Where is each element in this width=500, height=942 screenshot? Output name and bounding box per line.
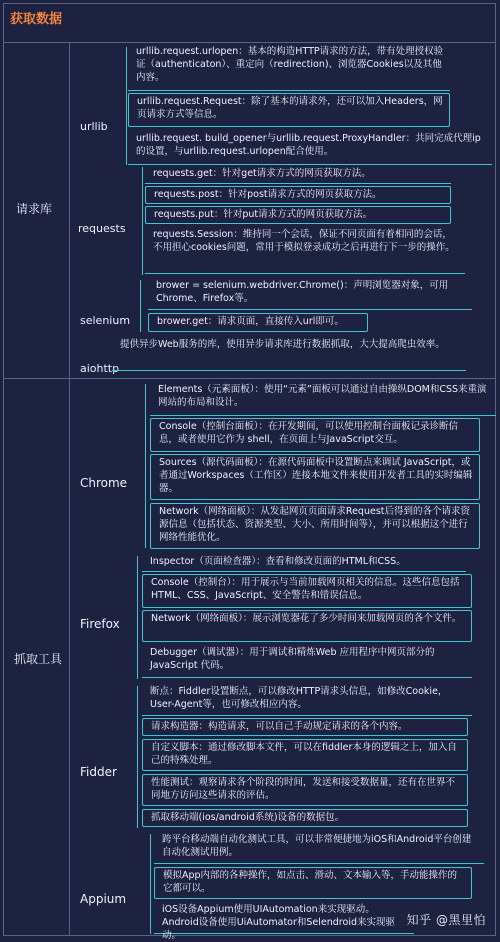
group-label-appium: Appium (80, 892, 127, 906)
leaf-firefox-debugger: Debugger（调试器）：用于调试和精炼Web 应用程序中网页部分的JavaScript 代码。 (142, 645, 472, 678)
group-label-firefox: Firefox (80, 617, 120, 631)
group-label-selenium: selenium (80, 314, 131, 327)
column-divider-2 (69, 378, 70, 936)
leaf-appium-simulate: 模拟App内部的各种操作，如点击、滑动、文本输入等，手动能操作的它都可以。 (154, 867, 472, 899)
leaf-chrome-elements: Elements（元素面板）：使用“元素”面板可以通过自由操纵DOM和CSS来重演网站的布局和设计。 (150, 382, 496, 416)
column-divider-1 (69, 42, 70, 378)
leaf-chrome-sources: Sources（源代码面板）：在源代码面板中设置断点来调试 JavaScript，或者通过Workspaces（工作区）连接本地文件来使用开发者工具的实时编辑器。 (150, 454, 480, 500)
leaf-requests-session: requests.Session：维持同一个会话，保证不同页面有着相同的会话，不用担心cookies问题，常用于模拟登录成功之后再进行下一步的操作。 (145, 227, 465, 274)
leaf-requests-get: requests.get：针对get请求方式的网页获取方法。 (145, 166, 451, 184)
leaf-aiohttp: 提供异步Web服务的库，使用异步请求库进行数据抓取，大大提高爬虫效率。 (112, 337, 466, 371)
leaf-requests-put: requests.put：针对put请求方式的网页获取方法。 (145, 206, 451, 224)
leaf-firefox-network: Network（网络面板）：展示浏览器花了多少时间来加载网页的各个文件。 (142, 610, 472, 642)
group-label-chrome: Chrome (80, 476, 128, 490)
leaf-firefox-console: Console（控制台）：用于展示与当前加载网页相关的信息。这些信息包括HTML、CSS、JavaScript、安全警告和错误信息。 (142, 574, 472, 608)
leaf-fidder-mobile: 抓取移动端(ios/android系统)设备的数据包。 (142, 809, 468, 827)
leaf-urllib-proxy: urllib.request. build_opener与urllib.request.ProxyHandler：共同完成代理ip的设置，与urllib.request.urlopen配合使用。 (128, 131, 492, 165)
leaf-fidder-performance: 性能测试：观察请求各个阶段的时间，发送和接受数据量，还有在世界不同地方访问这些请求的评估。 (142, 774, 468, 806)
leaf-appium-crossplatform: 跨平台移动端自动化测试工具，可以非常便捷地为iOS和Android平台创建自动化测试用例。 (154, 832, 484, 864)
section-divider (3, 378, 496, 379)
leaf-selenium-browser: brower = selenium.webdriver.Chrome()：声明浏览器对象，可用Chrome、Firefox等。 (148, 278, 472, 310)
group-label-aiohttp: aiohttp (80, 362, 120, 375)
leaf-fidder-script: 自定义脚本：通过修改脚本文件，可以在fiddler本身的逻辑之上，加入自己的特殊处理。 (142, 739, 468, 771)
group-label-fidder: Fidder (80, 765, 117, 779)
leaf-fidder-breakpoint: 断点：Fiddler设置断点，可以修改HTTP请求头信息，如修改Cookie，User-Agent等，也可修改相应内容。 (142, 684, 472, 716)
leaf-firefox-inspector: Inspector（页面检查器）：查看和修改页面的HTML和CSS。 (142, 554, 466, 572)
group-label-urllib: urllib (80, 120, 108, 133)
leaf-selenium-get: brower.get：请求页面，直接传入url即可。 (148, 313, 368, 332)
leaf-fidder-composer: 请求构造器：构造请求，可以自己手动规定请求的各个内容。 (142, 718, 468, 736)
section-label-capture-tools: 抓取工具 (14, 652, 63, 666)
section-label-request-libs: 请求库 (16, 202, 53, 216)
diagram-title: 获取数据 (10, 12, 63, 27)
watermark: 知乎 @黑里怕 (406, 913, 486, 927)
group-label-requests: requests (78, 222, 126, 235)
leaf-requests-post: requests.post：针对post请求方式的网页获取方法。 (145, 186, 451, 204)
leaf-urllib-urlopen: urllib.request.urlopen：基本的构造HTTP请求的方法，带有处理授权验证（authenticaton）、重定向（redirection)、浏览器Cookies以及其他内容。 (128, 44, 450, 91)
leaf-chrome-console: Console（控制台面板）：在开发期间，可以使用控制台面板记录诊断信息，或者使用它作为 shell，在页面上与JavaScript交互。 (150, 418, 480, 452)
leaf-chrome-network: Network（网络面板）：从发起网页页面请求Request后得到的各个请求资源信息（包括状态、资源类型、大小、所用时间等），并可以根据这个进行网络性能优化。 (150, 503, 480, 549)
leaf-appium-drivers: iOS设备Appium使用UIAutomation来实现驱动。Android设备使用UiAutomator和Selendroid来实现驱动。 (154, 902, 414, 934)
title-divider (3, 42, 496, 43)
leaf-urllib-request: urllib.request.Request：除了基本的请求外，还可以加入Headers，网页请求方式等信息。 (128, 93, 450, 127)
